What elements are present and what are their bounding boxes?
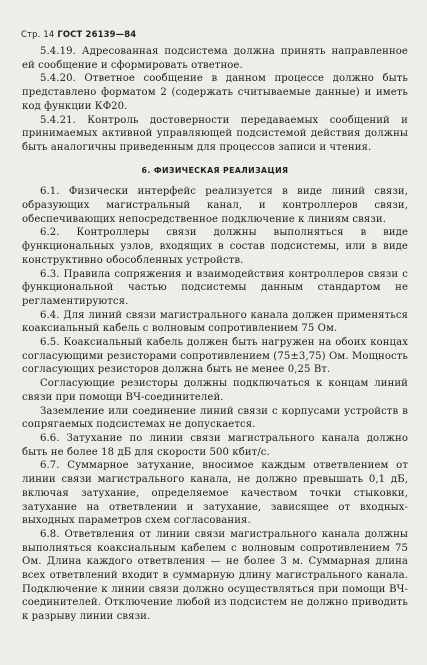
page-header [21,29,136,39]
document-body [22,45,408,624]
paragraph-6-6: 6.6. Затухание по линии связи магистрального канала должно быть не более 18 дБ для скорости 500 кбит/с. [22,432,408,458]
paragraph-resistors: Согласующие резисторы должны подключаться к концам линий связи при помощи ВЧ-соединителей. [22,378,408,403]
page-number: Стр. 14 [21,29,55,39]
paragraph-6-7: 6.7. Суммарное затухание, вносимое каждым ответвлением от линии связи магистрального канала, не должно превышать 0,1 дБ, включая затухание, определяемое качеством точки стыковки, затухание на ответвлении и затухание, зависящее от входных-выходных параметров схем согласования. [22,460,408,527]
paragraph-grounding: Заземление или соединение линий связи с корпусами устройств в сопрягаемых подсистемах не допускается. [22,405,408,431]
paragraph-5-4-20: 5.4.20. Ответное сообщение в данном процессе должно быть представлено форматом 2 (содержать считываемые данные) и иметь код функции КФ20. [22,73,408,112]
paragraph-6-4: 6.4. Для линий связи магистрального канала должен применяться коаксиальный кабель с волновым сопротивлением 75 Ом. [22,309,408,335]
section-title: 6. ФИЗИЧЕСКАЯ РЕАЛИЗАЦИЯ [141,165,289,175]
standard-code: ГОСТ 26139—84 [57,29,137,39]
paragraph-6-2: 6.2. Контроллеры связи должны выполняться в виде функциональных узлов, входящих в состав подсистемы, или в виде конструктивно обособленных устройств. [22,227,408,266]
paragraph-6-1: 6.1. Физически интерфейс реализуется в виде линий связи, образующих магистральный канал, и контроллеров связи, обеспечивающих непосредственное подключение к линиям связи. [22,186,408,225]
paragraph-5-4-19: 5.4.19. Адресованная подсистема должна принять направленное ей сообщение и сформировать ответное. [22,46,408,71]
paragraph-6-3: 6.3. Правила сопряжения и взаимодействия контроллеров связи с функциональной частью подсистемы данным стандартом не регламентируются. [22,268,408,307]
paragraph-6-8: 6.8. Ответвления от линии связи магистрального канала должны выполняться коаксиальным кабелем с волновым сопротивлением 75 Ом. Длина каждого ответвления — не более 3 м. Суммарная длина всех ответвлений входит в суммарную длину магистрального канала. Подключение к линии связи должно осуществляться при помощи ВЧ-соединителей. Отключение любой из подсистем не должно приводить к разрыву линии связи. [22,528,408,623]
paragraph-5-4-21: 5.4.21. Контроль достоверности передаваемых сообщений и принимаемых активной управляющей подсистемой действия должны быть аналогичны приведенным для процессов записи и чтения. [22,114,408,153]
paragraph-6-5: 6.5. Коаксиальный кабель должен быть нагружен на обоих концах согласующими резисторами сопротивлением (75±3,75) Ом. Мощность согласующих резисторов должна быть не менее 0,25 Вт. [22,337,408,376]
